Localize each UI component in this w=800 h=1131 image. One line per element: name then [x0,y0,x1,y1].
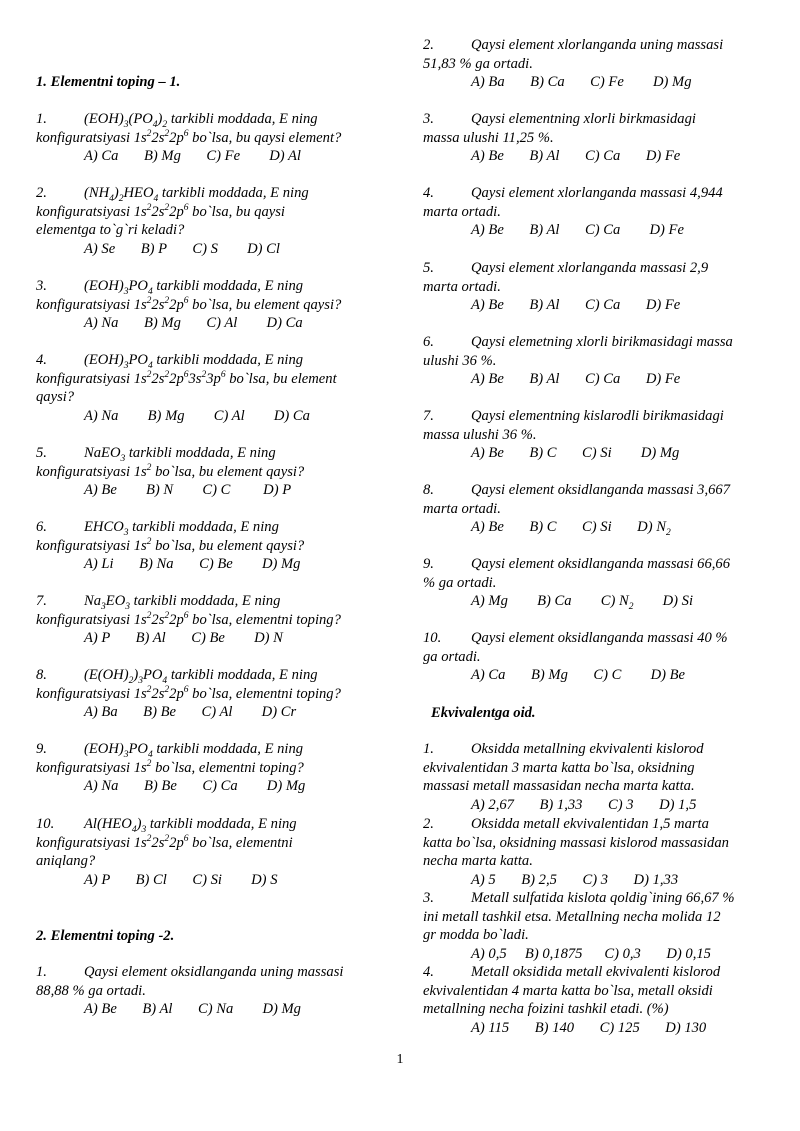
question-2-9 [423,555,768,611]
answer-options: A) Mg B) Ca C) $N_2$ D) Si [471,593,694,613]
answer-options: A) Ca B) Mg C) Fe D) Al [84,148,301,165]
question-text: Oksidda metall ekvivalentidan 1,5 marta [471,816,709,832]
question-number: 9. [423,556,434,572]
answer-options: A) Li B) Na C) Be D) Mg [84,556,301,573]
page-number: 1 [396,1052,404,1067]
question-text: gr modda bo`ladi. [423,927,529,944]
equivalent-question-4 [423,963,768,1037]
answer-options: A) 5 B) 2,5 C) 3 D) 1,33 [471,871,679,888]
answer-options: A) Be B) Al C) Ca D) Fe [471,222,684,239]
question-number: 3. [36,278,47,294]
question-number: 3. [423,890,434,906]
question-number: 3. [423,111,434,127]
question-number: 5. [36,445,47,461]
question-text: metallning necha foizini tashkil etadi. (%) [423,1001,669,1018]
answer-options: A) Be B) Al C) Ca D) Fe [471,297,681,314]
question-2-4 [423,184,768,240]
question-text: ekvivalentidan 4 marta katta bo`lsa, metall oksidi [423,982,713,999]
question-number: 4. [423,964,434,980]
question-text: Metall oksidida metall ekvivalenti kislorod [471,964,721,980]
question-text: Metall sulfatida kislota qoldig`ining 66,67 % [471,890,735,906]
question-text: massasi metall massasidan necha marta katta. [423,778,695,795]
question-5: 5. NaEO$_3$ tarkibli moddada, E ning konfiguratsiyasi $1s^2$ bo`lsa, bu element qaysi? A) Be B) N C) C D) P [36,444,381,500]
question-2-8 [423,481,768,537]
section-heading-2: 2. Elementni toping -2. [36,928,175,944]
question-text: ini metall tashkil etsa. Metallning necha molida 12 [423,908,721,925]
question-number: 1. [36,964,47,980]
question-7: 7. $Na_3EO_3$ tarkibli moddada, E ning konfiguratsiyasi $1s^22s^22p^6$ bo`lsa, elementni toping? A) P B) Al C) Be D) N [36,592,381,648]
answer-options: A) Be B) N C) C D) P [84,482,292,499]
question-number: 10. [423,630,442,646]
question-3: 3. $(EOH)_3PO_4$ tarkibli moddada, E ning konfiguratsiyasi $1s^22s^22p^6$ bo`lsa, bu element qaysi? A) Na B) Mg C) Al D) Ca [36,277,381,333]
question-text: Qaysi elemetning xlorli birikmasidagi massa [471,334,733,350]
question-6: 6. $EHCO_3$ tarkibli moddada, E ning konfiguratsiyasi $1s^2$ bo`lsa, bu element qaysi? A) Li B) Na C) Be D) Mg [36,518,381,574]
question-2-7 [423,407,768,463]
answer-options: A) Na B) Be C) Ca D) Mg [84,778,306,795]
question-number: 1. [36,111,47,127]
question-number: 8. [423,482,434,498]
question-text: Qaysi element oksidlanganda massasi 66,66 [471,556,731,572]
answer-options: A) Be B) Al C) Na D) Mg [84,1001,301,1018]
answer-options: A) 115 B) 140 C) 125 D) 130 [471,1019,707,1036]
question-8: 8. $(E(OH)_2)_3PO_4$ tarkibli moddada, E ning konfiguratsiyasi $1s^22s^22p^6$ bo`lsa, elementni toping? A) Ba B) Be C) Al D) Cr [36,666,381,722]
answer-options: A) Ba B) Be C) Al D) Cr [84,704,297,721]
answer-options: A) P B) Cl C) Si D) S [84,871,278,888]
question-2-3 [423,110,768,166]
question-2-6 [423,333,768,389]
question-text: Qaysi element xlorlanganda massasi 4,944 [471,185,723,201]
question-10: 10. $Al(HEO_4)_3$ tarkibli moddada, E ning konfiguratsiyasi $1s^22s^22p^6$ bo`lsa, elementni aniqlang? A) P B) Cl C) Si D) S [36,815,381,889]
question-text: marta ortadi. [423,203,501,220]
question-number: 9. [36,741,47,757]
question-4: 4. $(EOH)_3PO_4$ tarkibli moddada, E ning konfiguratsiyasi $1s^22s^22p^63s^23p^6$ bo`lsa, bu element qaysi? A) Na B) Mg C) Al D) Ca [36,351,381,425]
question-2: 2. $(NH_4)_2HEO_4$ tarkibli moddada, E ning konfiguratsiyasi $1s^22s^22p^6$ bo`lsa, bu qaysi elementga to`g`ri keladi? A) Se B) P C) S D) Cl [36,184,381,258]
answer-options: A) Ba B) Ca C) Fe D) Mg [471,74,692,91]
answer-options: A) Be B) C C) Si D) $N_2$ [471,519,671,539]
question-text: Qaysi element oksidlanganda uning massasi [84,964,344,980]
question-number: 6. [36,519,47,535]
question-2-1 [36,963,381,1019]
question-text: Qaysi element xlorlanganda massasi 2,9 [471,260,709,276]
question-number: 1. [423,741,434,757]
answer-options: A) P B) Al C) Be D) N [84,630,283,647]
question-text: % ga ortadi. [423,574,497,591]
question-text: ekvivalentidan 3 marta katta bo`lsa, oksidning [423,759,695,776]
question-number: 5. [423,260,434,276]
question-number: 2. [36,185,47,201]
question-text: 51,83 % ga ortadi. [423,55,533,72]
question-1: 1. $(EOH)_3(PO_4)_2$ tarkibli moddada, E ning konfiguratsiyasi $1s^22s^22p^6$ bo`lsa, bu qaysi element? A) Ca B) Mg C) Fe D) Al [36,110,381,166]
answer-options: A) 0,5 B) 0,1875 C) 0,3 D) 0,15 [471,945,711,962]
question-number: 10. [36,816,55,832]
question-text: Qaysi elementning kislarodli birikmasidagi [471,408,724,424]
question-text: Oksidda metallning ekvivalenti kislorod [471,741,704,757]
question-text: marta ortadi. [423,500,501,517]
answer-options: A) Be B) Al C) Ca D) Fe [471,148,681,165]
question-text: massa ulushi 36 %. [423,426,537,443]
question-number: 7. [36,593,47,609]
section-heading-1: 1. Elementni toping – 1. [36,74,181,90]
question-text: massa ulushi 11,25 %. [423,129,554,146]
question-number: 2. [423,37,434,53]
question-2-2 [423,36,768,92]
question-number: 2. [423,816,434,832]
question-9: 9. $(EOH)_3PO_4$ tarkibli moddada, E ning konfiguratsiyasi $1s^2$ bo`lsa, elementni toping? A) Na B) Be C) Ca D) Mg [36,740,381,796]
answer-options: A) Na B) Mg C) Al D) Ca [84,407,310,424]
question-number: 4. [36,352,47,368]
question-text: 88,88 % ga ortadi. [36,982,146,999]
answer-options: A) Ca B) Mg C) C D) Be [471,667,686,684]
question-text: Qaysi element oksidlanganda massasi 40 % [471,630,728,646]
question-text: Qaysi element oksidlanganda massasi 3,667 [471,482,731,498]
answer-options: A) 2,67 B) 1,33 C) 3 D) 1,5 [471,796,697,813]
question-number: 7. [423,408,434,424]
question-text: ga ortadi. [423,648,481,665]
question-number: 6. [423,334,434,350]
question-text: marta ortadi. [423,278,501,295]
answer-options: A) Be B) Al C) Ca D) Fe [471,371,681,388]
equivalent-question-1 [423,740,768,814]
question-text: Qaysi elementning xlorli birkmasidagi [471,111,696,127]
question-text: katta bo`lsa, oksidning massasi kislorod massasidan [423,834,729,851]
question-number: 8. [36,667,47,683]
answer-options: A) Na B) Mg C) Al D) Ca [84,315,303,332]
answer-options: A) Se B) P C) S D) Cl [84,240,280,257]
answer-options: A) Be B) C C) Si D) Mg [471,445,680,462]
question-number: 4. [423,185,434,201]
equivalent-question-3 [423,889,768,963]
question-text: Qaysi element xlorlanganda uning massasi [471,37,724,53]
question-text: necha marta katta. [423,853,533,870]
section-heading-3: Ekvivalentga oid. [431,705,536,721]
question-2-10 [423,629,768,685]
question-text: ulushi 36 %. [423,352,497,369]
question-2-5 [423,259,768,315]
equivalent-question-2 [423,815,768,889]
